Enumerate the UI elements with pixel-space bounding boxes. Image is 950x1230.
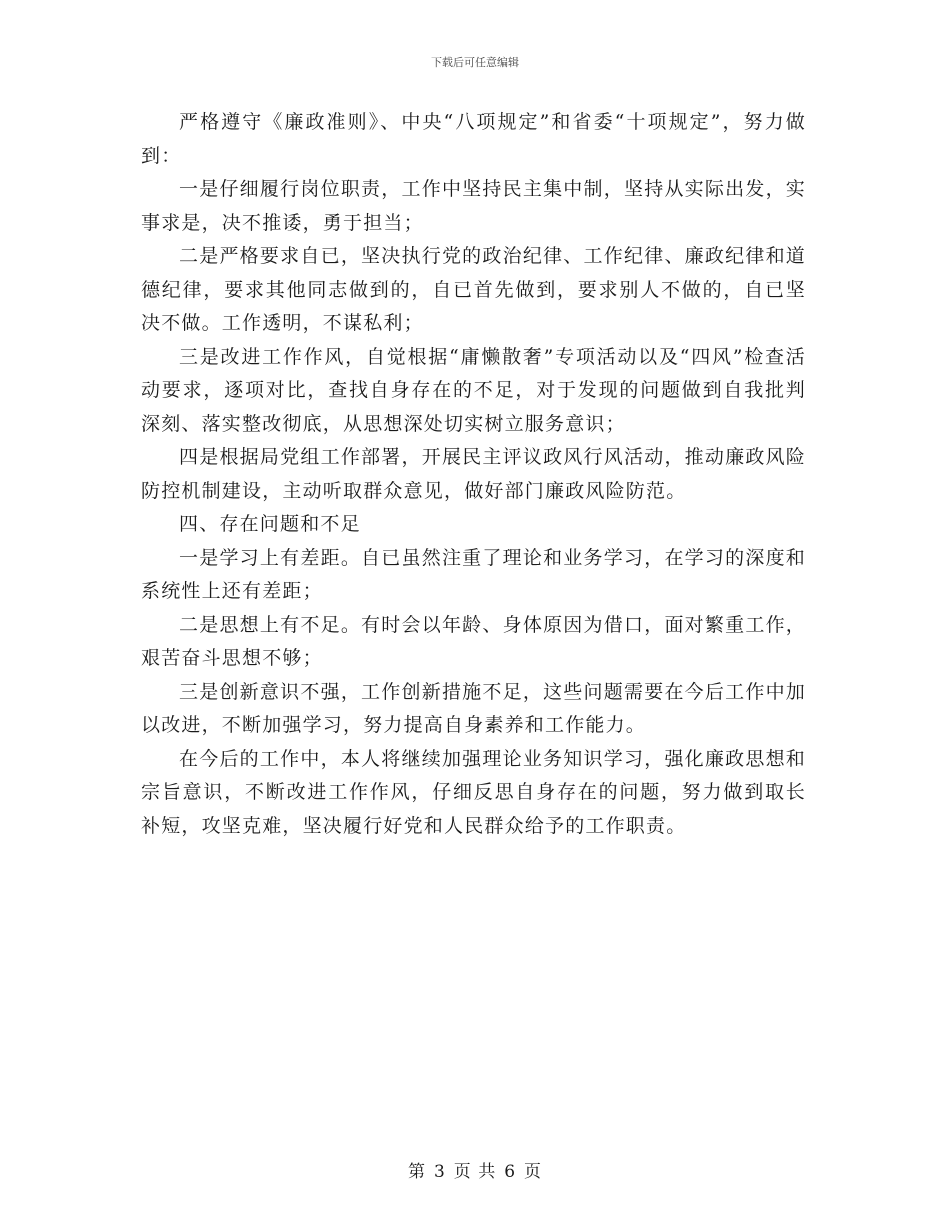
- paragraph: 严格遵守《廉政准则》、中央“八项规定”和省委“十项规定”，努力做到：: [141, 111, 806, 167]
- section-heading: 四、存在问题和不足: [179, 513, 361, 535]
- paragraph: 二是严格要求自已，坚决执行党的政治纪律、工作纪律、廉政纪律和道德纪律，要求其他同志做到的，自已首先做到，要求别人不做的，自已坚决不做。工作透明，不谋私利；: [141, 245, 806, 334]
- page-header: 下载后可任意编辑: [431, 56, 519, 69]
- paragraph: 在今后的工作中，本人将继续加强理论业务知识学习，强化廉政思想和宗旨意识，不断改进工作作风，仔细反思自身存在的问题，努力做到取长补短，攻坚克难，坚决履行好党和人民群众给予的工作职责。: [141, 747, 806, 837]
- footer-suffix: 页: [524, 1162, 543, 1182]
- paragraph: 一是学习上有差距。自已虽然注重了理论和业务学习，在学习的深度和系统性上还有差距；: [141, 546, 806, 602]
- paragraph: 三是改进工作作风，自觉根据“庸懒散奢”专项活动以及“四风”检查活动要求，逐项对比，查找自身存在的不足，对于发现的问题做到自我批判深刻、落实整改彻底，从思想深处切实树立服务意识；: [141, 345, 806, 435]
- footer-middle: 页 共: [453, 1162, 497, 1182]
- paragraph: 四是根据局党组工作部署，开展民主评议政风行风活动，推动廉政风险防控机制建设，主动听取群众意见，做好部门廉政风险防范。: [141, 446, 806, 502]
- total-page-number: 6: [504, 1162, 517, 1182]
- paragraph: 三是创新意识不强，工作创新措施不足，这些问题需要在今后工作中加以改进，不断加强学习，努力提高自身素养和工作能力。: [141, 680, 806, 736]
- paragraph: 二是思想上有不足。有时会以年龄、身体原因为借口，面对繁重工作，艰苦奋斗思想不够；: [141, 613, 806, 669]
- document-body: [141, 106, 806, 843]
- footer-prefix: 第: [407, 1162, 426, 1182]
- paragraph: 一是仔细履行岗位职责，工作中坚持民主集中制，坚持从实际出发，实事求是，决不推诿，勇于担当；: [141, 178, 806, 234]
- current-page-number: 3: [433, 1162, 446, 1182]
- page-footer: [0, 1157, 950, 1182]
